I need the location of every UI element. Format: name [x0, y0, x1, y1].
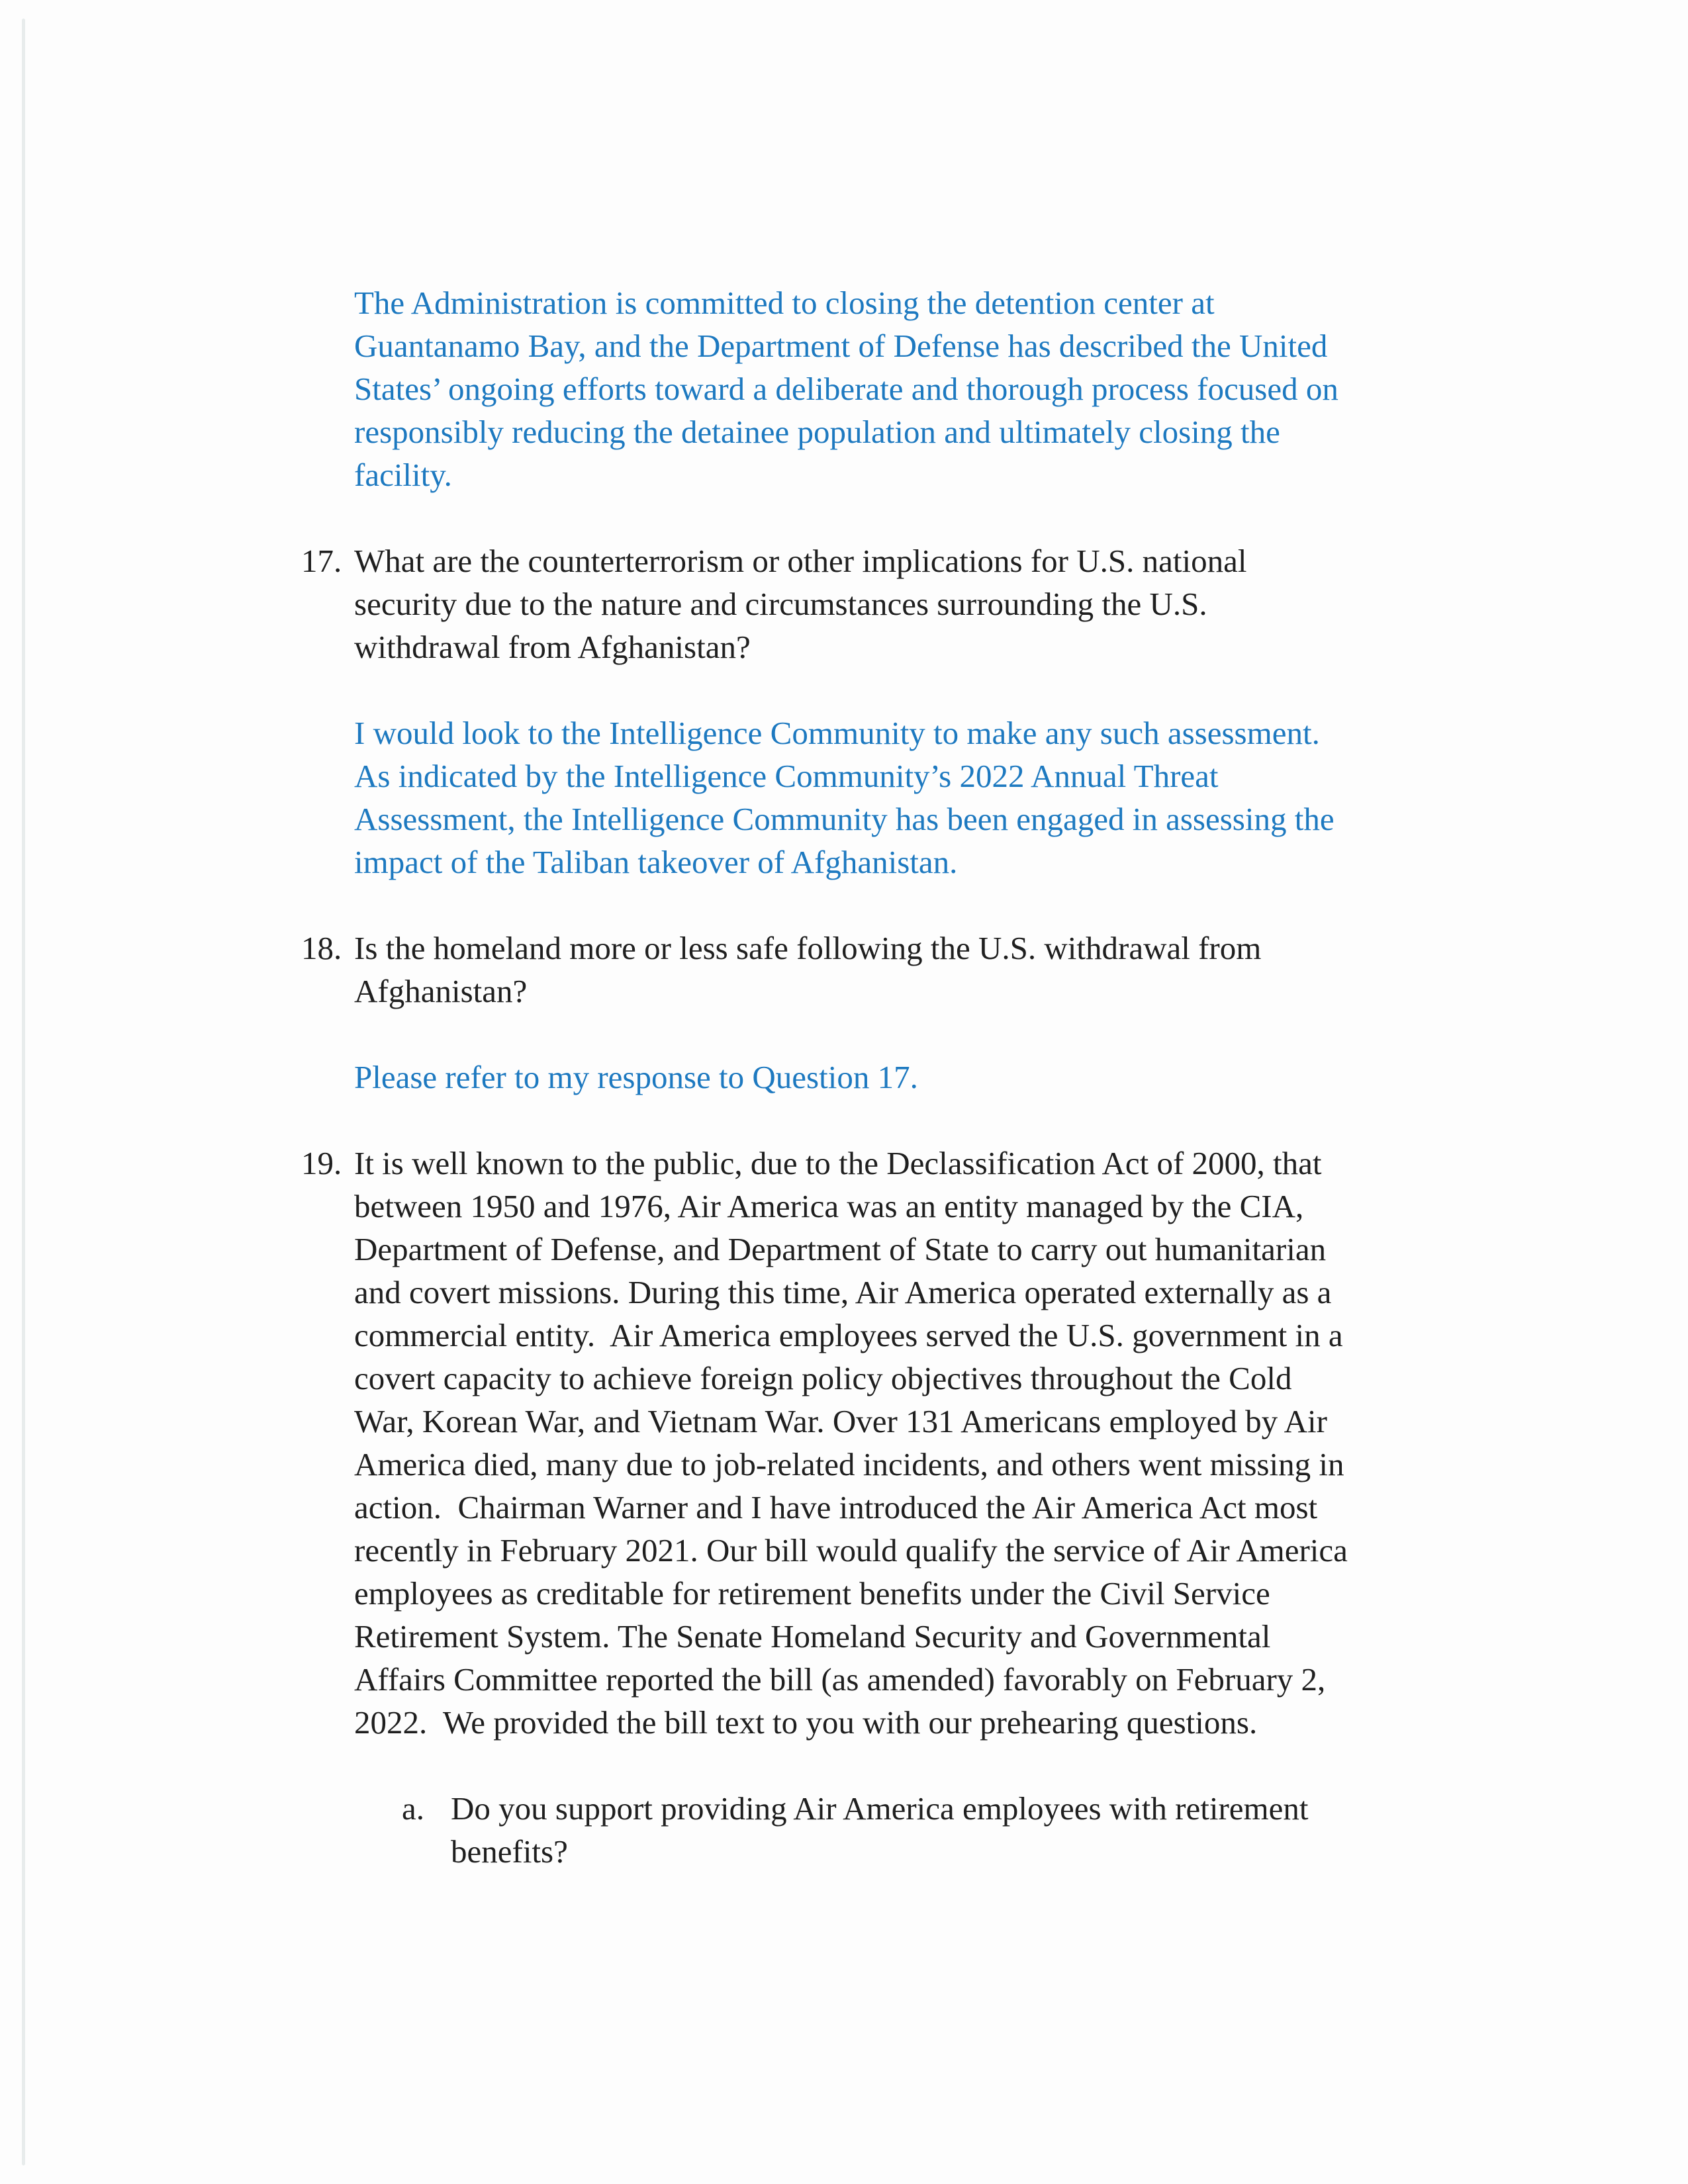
text-line: Department of Defense, and Department of State to carry out humanitarian [354, 1231, 1327, 1267]
text-line: impact of the Taliban takeover of Afghanistan. [354, 844, 958, 880]
text-line: Assessment, the Intelligence Community has been engaged in assessing the [354, 801, 1335, 837]
text-line: Guantanamo Bay, and the Department of Defense has described the United [354, 328, 1328, 364]
text-line: Please refer to my response to Question 17. [354, 1059, 918, 1095]
text-line: 2022. We provided the bill text to you with our prehearing questions. [354, 1704, 1258, 1741]
paragraph-lines [354, 927, 1688, 1013]
list-number: 17. [301, 543, 342, 579]
text-line: withdrawal from Afghanistan? [354, 629, 751, 665]
text-line: Retirement System. The Senate Homeland Security and Governmental [354, 1618, 1271, 1655]
paragraph-lines [451, 1787, 1688, 1873]
text-line: facility. [354, 457, 452, 493]
text-line: and covert missions. During this time, Air America operated externally as a [354, 1274, 1332, 1310]
text-line: between 1950 and 1976, Air America was an entity managed by the CIA, [354, 1188, 1304, 1224]
document-content [0, 281, 1688, 1916]
paragraph-lines [354, 711, 1688, 884]
paragraph-lines [354, 1056, 1688, 1099]
answer-block [0, 281, 1688, 496]
text-line: recently in February 2021. Our bill would qualify the service of Air America [354, 1532, 1348, 1569]
text-line: I would look to the Intelligence Community to make any such assessment. [354, 715, 1320, 751]
text-line: War, Korean War, and Vietnam War. Over 131 Americans employed by Air [354, 1403, 1327, 1439]
text-line: security due to the nature and circumstances surrounding the U.S. [354, 586, 1207, 622]
text-line: It is well known to the public, due to the Declassification Act of 2000, that [354, 1145, 1322, 1181]
text-line: The Administration is committed to closing the detention center at [354, 285, 1215, 321]
text-line: States’ ongoing efforts toward a deliberate and thorough process focused on [354, 371, 1338, 407]
text-line: As indicated by the Intelligence Community’s 2022 Annual Threat [354, 758, 1219, 794]
paragraph-lines [354, 539, 1688, 668]
text-line: covert capacity to achieve foreign policy objectives throughout the Cold [354, 1360, 1292, 1396]
question-block [0, 539, 1688, 668]
question-block [0, 927, 1688, 1013]
text-line: Is the homeland more or less safe following the U.S. withdrawal from [354, 930, 1262, 966]
sub-question-block [0, 1787, 1688, 1873]
paragraph-lines [354, 1142, 1688, 1744]
text-line: Afghanistan? [354, 973, 528, 1009]
text-line: commercial entity. Air America employees served the U.S. government in a [354, 1317, 1343, 1353]
text-line: Affairs Committee reported the bill (as amended) favorably on February 2, [354, 1661, 1326, 1698]
paragraph-lines [354, 281, 1688, 496]
text-line: America died, many due to job-related incidents, and others went missing in [354, 1446, 1344, 1482]
text-line: action. Chairman Warner and I have introduced the Air America Act most [354, 1489, 1318, 1525]
text-line: employees as creditable for retirement benefits under the Civil Service [354, 1575, 1270, 1612]
text-line: Do you support providing Air America employees with retirement [451, 1790, 1309, 1827]
answer-block [0, 1056, 1688, 1099]
list-number: 18. [301, 930, 342, 966]
list-number: 19. [301, 1145, 342, 1181]
text-line: benefits? [451, 1833, 568, 1870]
text-line: responsibly reducing the detainee population and ultimately closing the [354, 414, 1280, 450]
question-block [0, 1142, 1688, 1744]
answer-block [0, 711, 1688, 884]
list-number: a. [402, 1790, 424, 1827]
text-line: What are the counterterrorism or other implications for U.S. national [354, 543, 1247, 579]
